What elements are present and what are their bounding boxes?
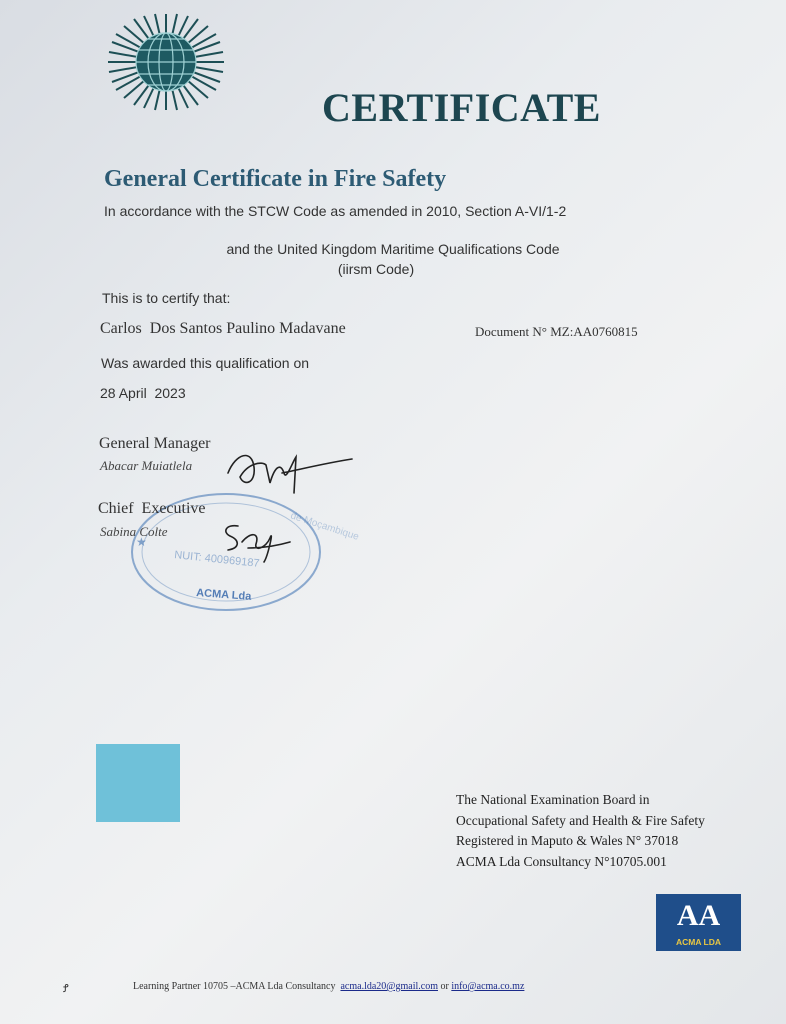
iirsm-code-line: (iirsm Code) — [337, 261, 415, 277]
award-date: 28 April 2023 — [100, 385, 186, 401]
document-number: Document N° MZ:AA0760815 — [475, 324, 638, 339]
chief-executive-name: Sabina Colte — [100, 524, 168, 539]
certify-text: This is to certify that: — [102, 290, 231, 306]
board-line-4: ACMA Lda Consultancy N°10705.001 — [456, 853, 667, 869]
chief-executive-signature — [220, 518, 292, 568]
stamp-nuit: NUIT: 400969187 — [173, 549, 261, 570]
certificate-title: CERTIFICATE — [322, 85, 601, 130]
stamp-arc-text: de Moçambique — [289, 510, 361, 543]
footer-text: Learning Partner 10705 –ACMA Lda Consultancy — [133, 981, 336, 992]
footer — [133, 981, 524, 992]
issuing-board-block — [456, 790, 705, 872]
certificate-subtitle: General Certificate in Fire Safety — [104, 166, 447, 192]
footer-mark: Ꝭ — [63, 983, 69, 995]
general-manager-name: Abacar Muiatlela — [100, 458, 193, 473]
recipient-name: Carlos Dos Santos Paulino Madavane — [100, 320, 346, 337]
board-line-3: Registered in Maputo & Wales N° 37018 — [456, 833, 679, 848]
general-manager-title: General Manager — [99, 435, 211, 452]
acma-logo-text: ACMA LDA — [675, 937, 721, 947]
stamp-company: ACMA Lda — [195, 587, 252, 603]
maritime-code-line: and the United Kingdom Maritime Qualifications Code — [226, 241, 560, 257]
acma-logo-letters: AA — [676, 899, 721, 932]
accordance-line: In accordance with the STCW Code as amended in 2010, Section A-VI/1-2 — [104, 203, 567, 219]
general-manager-signature — [222, 443, 354, 498]
star-icon: ★ — [136, 535, 147, 549]
board-line-2: Occupational Safety and Health & Fire Safety — [456, 812, 705, 828]
qr-code — [96, 744, 180, 822]
board-line-1: The National Examination Board in — [456, 792, 650, 807]
awarded-text: Was awarded this qualification on — [101, 355, 310, 371]
chief-executive-title: Chief Executive — [98, 500, 206, 517]
globe-sunburst-icon — [106, 12, 226, 112]
footer-email-link-2[interactable]: info@acma.co.mz — [451, 981, 525, 992]
footer-email-link-1[interactable]: acma.lda20@gmail.com — [340, 981, 438, 992]
footer-separator: or — [440, 981, 449, 992]
acma-logo-mark — [656, 894, 741, 934]
